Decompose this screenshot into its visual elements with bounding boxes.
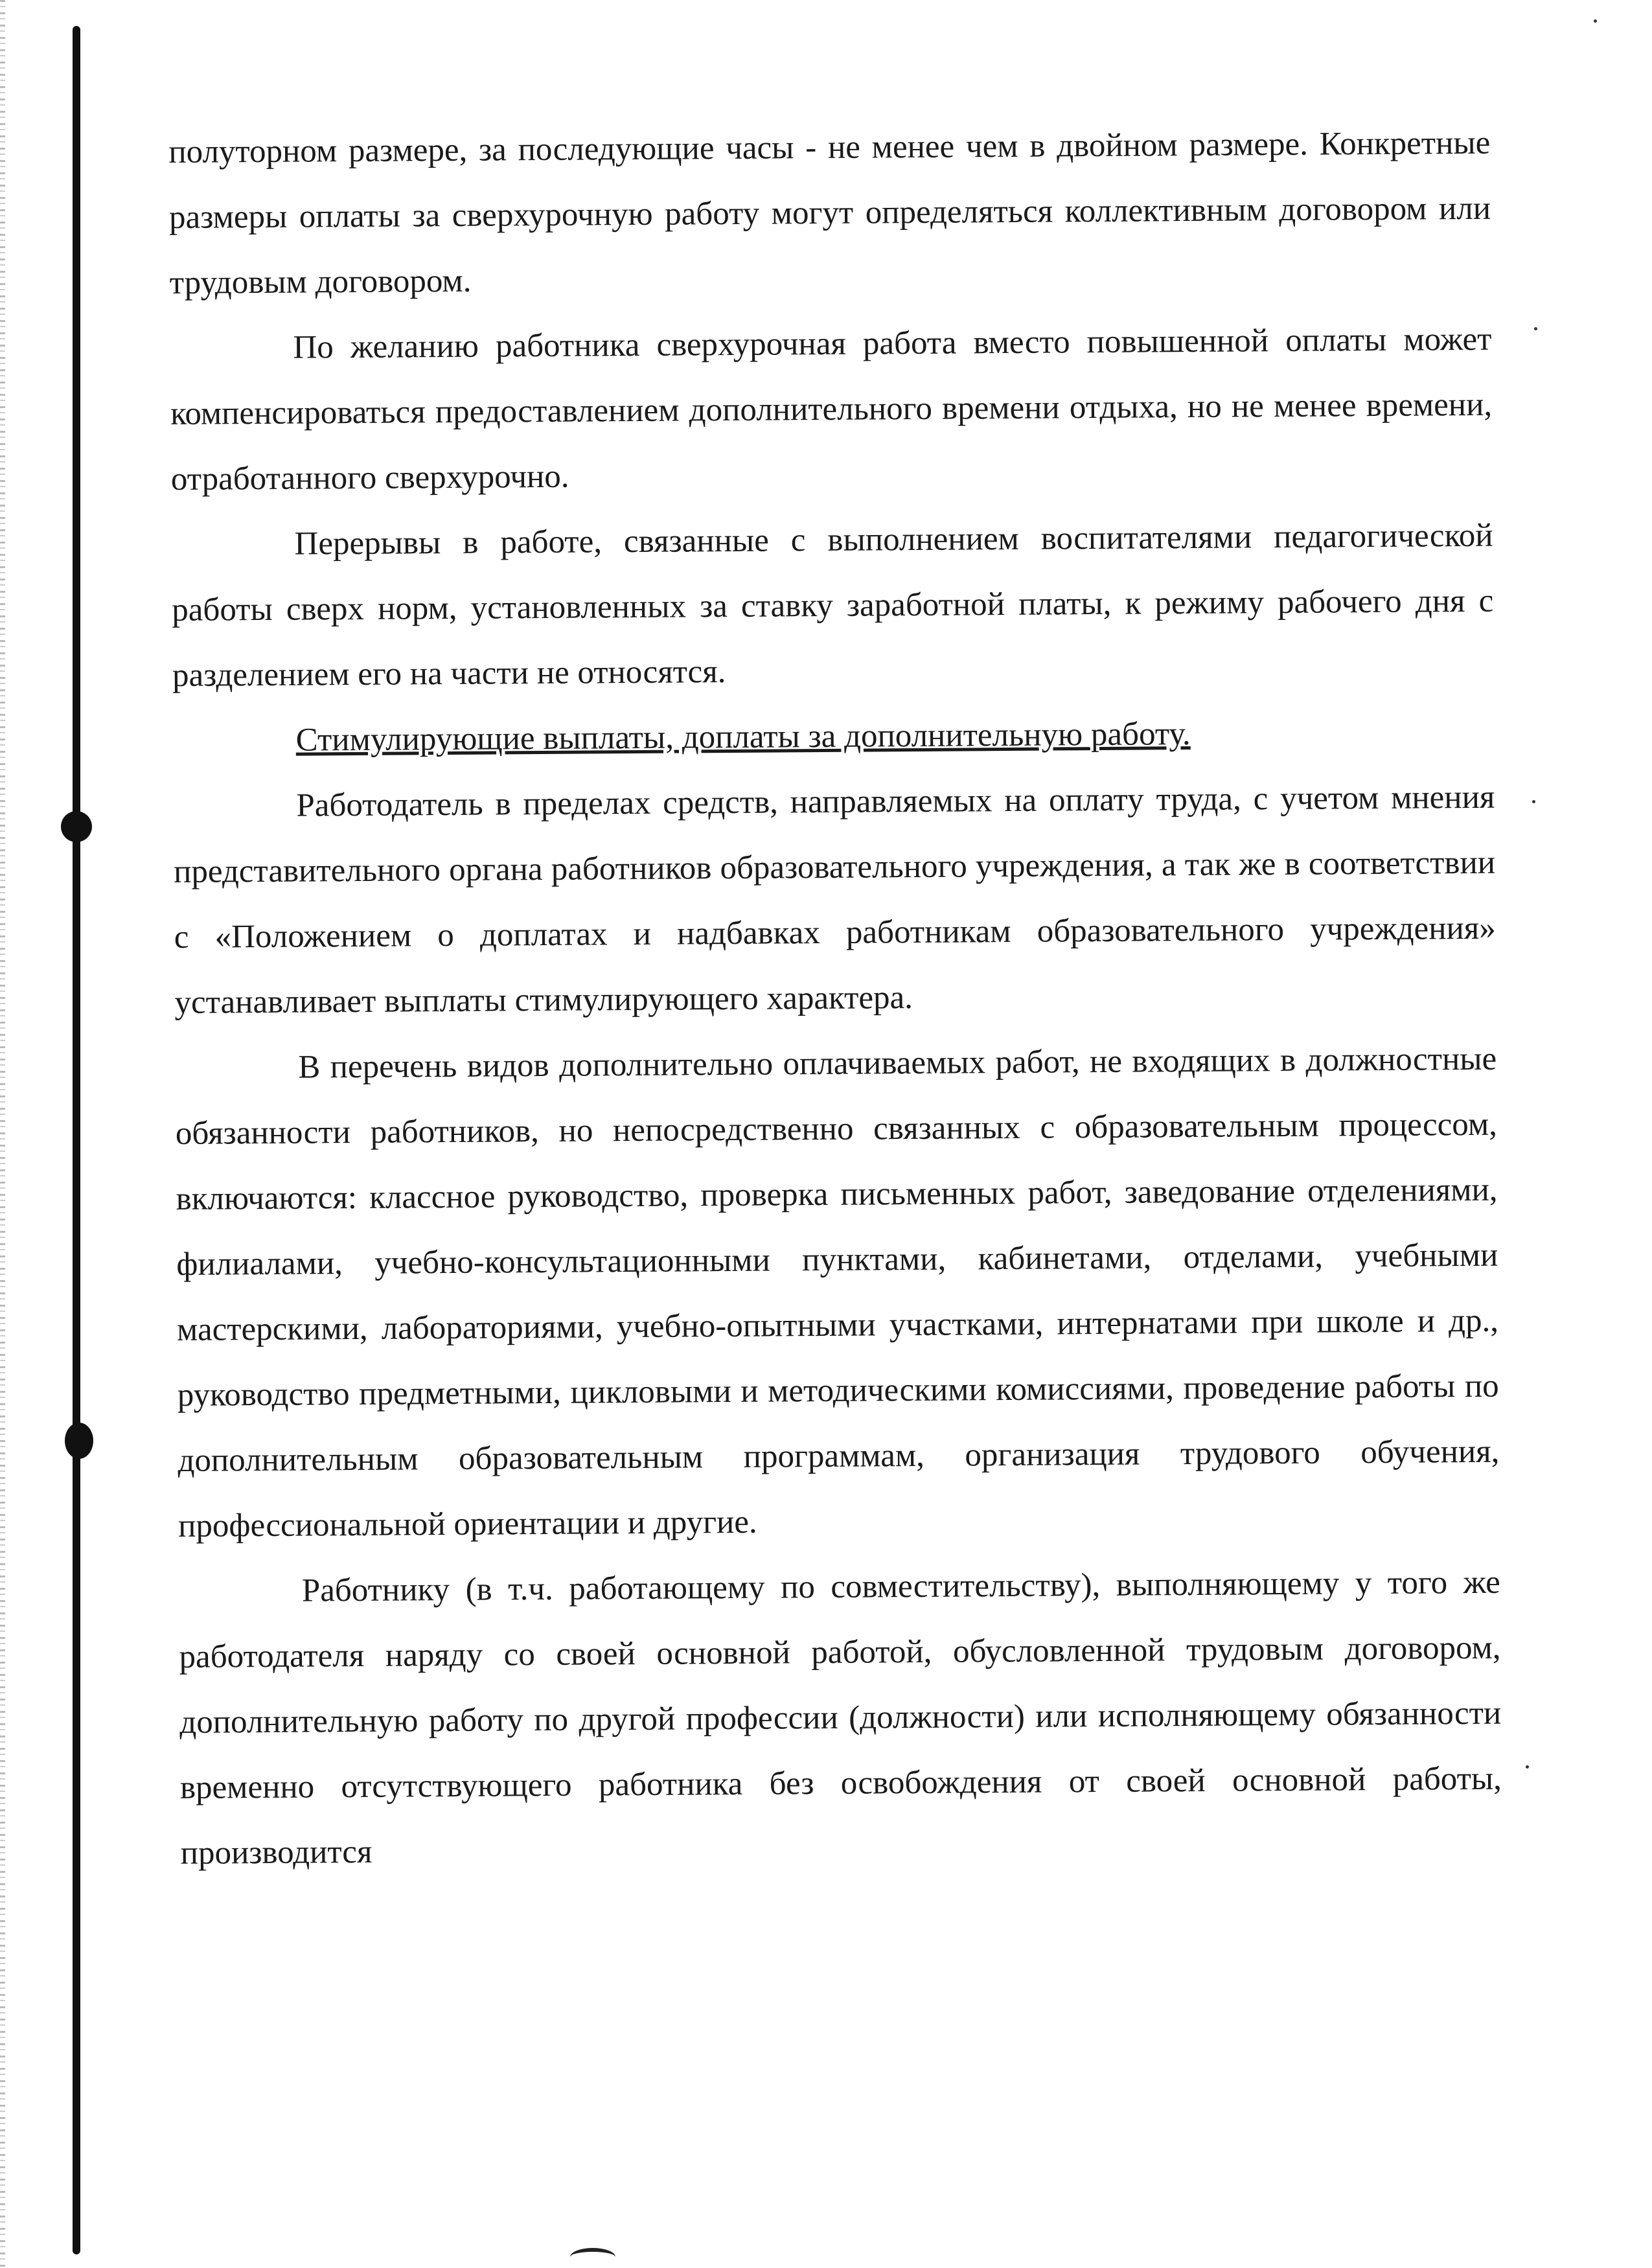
binding-line [73, 26, 80, 2254]
page-number-mark [570, 2248, 615, 2266]
paragraph-combined-work: Работнику (в т.ч. работающему по совместительству), выполняющему у того же работодателя наряду со своей основной работой, обусловленной трудовым договором, дополнительную работу по другой профессии (должности) или исполняющему обязанности временно отсутствующего работника без освобождения от своей основной работы, производится [179, 1564, 1502, 1872]
document-page [168, 111, 1502, 1886]
scan-speck [1526, 1765, 1529, 1769]
scan-speck [1532, 800, 1535, 803]
scan-speck [1534, 327, 1537, 330]
scan-edge-noise [0, 0, 5, 2268]
paragraph-overtime-rate: полуторном размере, за последующие часы - не менее чем в двойном размере. Конкретные размеры оплаты за сверхурочную работу могут определяться коллективным договором или трудовым договором. [168, 124, 1491, 301]
scan-speck [1594, 19, 1597, 23]
paragraph-compensation-time: По желанию работника сверхурочная работа вместо повышенной оплаты может компенсироваться предоставлением дополнительного времени отдыха, но не менее времени, отработанного сверхурочно. [170, 321, 1493, 498]
section-heading: Стимулирующие выплаты, доплаты за дополнительную работу. [295, 716, 1191, 759]
binding-hole-top [61, 811, 92, 842]
paragraph-work-breaks: Перерывы в работе, связанные с выполнением воспитателями педагогической работы сверх норм, установленных за ставку заработной платы, к режиму рабочего дня с разделением его на части не относятся. [172, 517, 1494, 694]
paragraph-incentive-payments: Работодатель в пределах средств, направляемых на оплату труда, с учетом мнения представительного органа работников образовательного учреждения, а так же в соответствии с «Положением о доплатах и надбавках работникам образовательного учреждения» устанавливает выплаты стимулирующего характера. [173, 779, 1496, 1021]
binding-hole-bottom [65, 1423, 93, 1459]
paragraph-additional-work-list: В перечень видов дополнительно оплачиваемых работ, не входящих в должностные обязанности работников, но непосредственно связанных с образовательным процессом, включаются: классное руководство, проверка письменных работ, заведование отделениями, филиалами, учебно-консультационными пунктами, кабинетами, отделами, учебными мастерскими, лабораториями, учебно-опытными участками, интернатами при школе и др., руководство предметными, цикловыми и методическими комиссиями, проведение работы по дополнительным образовательным программам, организация трудового обучения, профессиональной ориентации и другие. [175, 1040, 1500, 1544]
